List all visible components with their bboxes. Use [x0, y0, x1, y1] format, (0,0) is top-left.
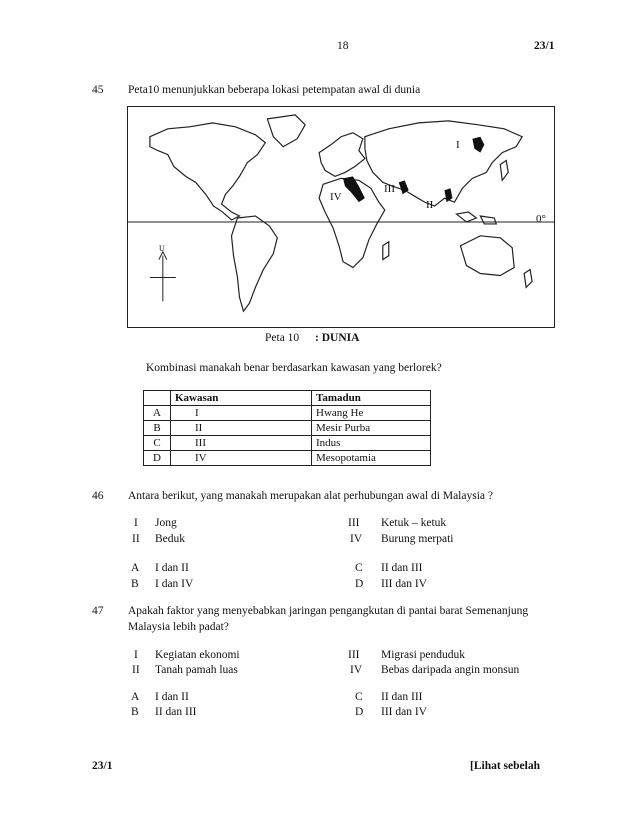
table-header-row — [144, 391, 431, 406]
table-cell: Mesir Purba — [312, 421, 431, 436]
q46-option-text: I dan II — [155, 562, 189, 574]
q45-table — [143, 390, 431, 466]
q46-option-text: I dan IV — [155, 578, 194, 590]
q47-text-line2: Malaysia lebih padat? — [128, 621, 229, 633]
map-label-ii: II — [426, 199, 434, 211]
q46-item-num: III — [348, 517, 360, 529]
q47-item-text: Kegiatan ekonomi — [155, 649, 240, 661]
map-label-north: U — [159, 244, 165, 253]
q47-option-text: I dan II — [155, 691, 189, 703]
q46-option-letter: C — [355, 562, 363, 574]
table-header — [144, 391, 171, 406]
q47-item-text: Migrasi penduduk — [381, 649, 466, 661]
q45-number: 45 — [92, 84, 104, 96]
q46-option-letter: D — [355, 578, 364, 590]
table-row — [144, 451, 431, 466]
q47-number: 47 — [92, 605, 104, 617]
q46-option-letter: B — [131, 578, 139, 590]
q46-item-text: Beduk — [155, 533, 186, 545]
q46-item-num: I — [134, 517, 138, 529]
q45-text: Peta10 menunjukkan beberapa lokasi petempatan awal di dunia — [128, 84, 421, 96]
table-cell: D — [144, 451, 171, 466]
table-header: Kawasan — [171, 391, 312, 406]
q46-option-letter: A — [131, 562, 140, 574]
table-cell: B — [144, 421, 171, 436]
table-cell: A — [144, 406, 171, 421]
table-row — [144, 436, 431, 451]
table-header: Tamadun — [312, 391, 431, 406]
table-cell: III — [171, 436, 312, 451]
header-code: 23/1 — [534, 40, 555, 52]
q47-text-line1: Apakah faktor yang menyebabkan jaringan pengangkutan di pantai barat Semenanjung — [128, 605, 529, 617]
q47-option-letter: B — [131, 706, 139, 718]
table-cell: Mesopotamia — [312, 451, 431, 466]
q46-item-num: IV — [350, 533, 363, 545]
q47-option-text: II dan III — [381, 691, 423, 703]
q46-option-text: II dan III — [381, 562, 423, 574]
q47-option-text: III dan IV — [381, 706, 427, 718]
world-map-drawing — [128, 107, 554, 327]
map-caption-title: : DUNIA — [315, 332, 360, 344]
table-row — [144, 406, 431, 421]
footer-code: 23/1 — [92, 760, 113, 772]
q47-option-letter: C — [355, 691, 363, 703]
q47-option-text: II dan III — [155, 706, 197, 718]
q46-number: 46 — [92, 490, 104, 502]
table-cell: Indus — [312, 436, 431, 451]
q47-item-num: IV — [350, 664, 363, 676]
q47-item-text: Tanah pamah luas — [155, 664, 238, 676]
region-iv-shade — [343, 176, 365, 202]
q46-item-num: II — [132, 533, 140, 545]
q46-item-text: Jong — [155, 517, 177, 529]
map-label-iii: III — [384, 183, 395, 195]
table-cell: II — [171, 421, 312, 436]
north-arrow-icon — [150, 252, 176, 302]
page-number: 18 — [337, 40, 349, 52]
table-cell: I — [171, 406, 312, 421]
table-cell: IV — [171, 451, 312, 466]
table-row — [144, 421, 431, 436]
world-map — [127, 106, 555, 328]
map-label-i: I — [456, 139, 460, 151]
q47-item-text: Bebas daripada angin monsun — [381, 664, 520, 676]
q46-item-text: Burung merpati — [381, 533, 454, 545]
map-label-equator: 0° — [536, 213, 546, 225]
q47-item-num: III — [348, 649, 360, 661]
q46-text: Antara berikut, yang manakah merupakan alat perhubungan awal di Malaysia ? — [128, 490, 493, 502]
table-cell: Hwang He — [312, 406, 431, 421]
region-i-shade — [472, 137, 484, 153]
q45-prompt: Kombinasi manakah benar berdasarkan kawasan yang berlorek? — [146, 362, 442, 374]
q47-item-num: II — [132, 664, 140, 676]
table-cell: C — [144, 436, 171, 451]
map-caption-label: Peta 10 — [265, 332, 300, 344]
q47-option-letter: D — [355, 706, 364, 718]
map-label-iv: IV — [330, 191, 342, 203]
q47-item-num: I — [134, 649, 138, 661]
region-ii-shade — [445, 188, 453, 202]
q46-item-text: Ketuk – ketuk — [381, 517, 447, 529]
q46-option-text: III dan IV — [381, 578, 427, 590]
q47-option-letter: A — [131, 691, 140, 703]
footer-next-page: [Lihat sebelah — [470, 760, 540, 772]
